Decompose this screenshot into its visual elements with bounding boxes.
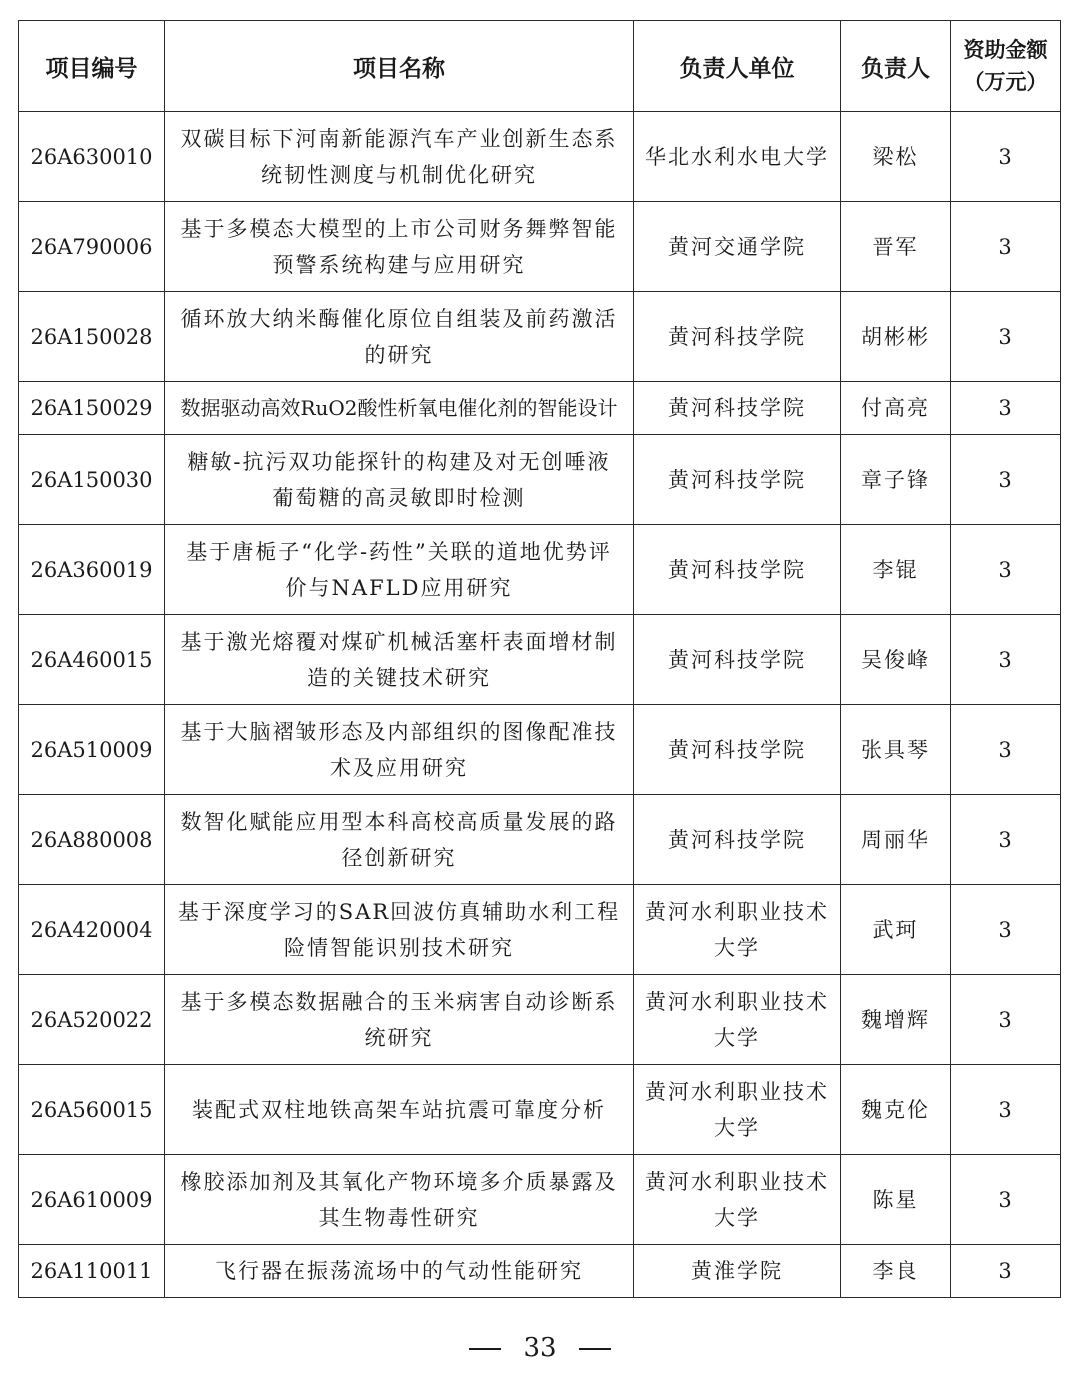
- funding-amount-cell: 3: [951, 705, 1061, 795]
- funding-amount-cell: 3: [951, 795, 1061, 885]
- funding-amount-cell: 3: [951, 1155, 1061, 1245]
- project-code-cell: 26A560015: [19, 1065, 165, 1155]
- page-number: [0, 1333, 1080, 1363]
- project-code-cell: 26A630010: [19, 112, 165, 202]
- funding-amount-cell: 3: [951, 1245, 1061, 1298]
- table-row: [19, 1065, 1061, 1155]
- project-name-cell: 基于多模态数据融合的玉米病害自动诊断系统研究: [165, 975, 634, 1065]
- responsible-unit-cell: 黄河科技学院: [634, 382, 841, 435]
- table-row: [19, 382, 1061, 435]
- funding-amount-cell: 3: [951, 202, 1061, 292]
- responsible-unit-cell: 华北水利水电大学: [634, 112, 841, 202]
- table-row: [19, 1245, 1061, 1298]
- header-responsible-unit: 负责人单位: [634, 21, 841, 112]
- table-row: [19, 435, 1061, 525]
- responsible-unit-cell: 黄河水利职业技术大学: [634, 1065, 841, 1155]
- project-name-cell: 糖敏-抗污双功能探针的构建及对无创唾液葡萄糖的高灵敏即时检测: [165, 435, 634, 525]
- table-header-row: [19, 21, 1061, 112]
- project-name-cell: 飞行器在振荡流场中的气动性能研究: [165, 1245, 634, 1298]
- funding-amount-cell: 3: [951, 615, 1061, 705]
- project-code-cell: 26A510009: [19, 705, 165, 795]
- project-leader-cell: 胡彬彬: [841, 292, 951, 382]
- project-leader-cell: 吴俊峰: [841, 615, 951, 705]
- project-code-cell: 26A460015: [19, 615, 165, 705]
- funding-amount-cell: 3: [951, 382, 1061, 435]
- project-leader-cell: 晋军: [841, 202, 951, 292]
- project-code-cell: 26A520022: [19, 975, 165, 1065]
- header-funding-amount: [951, 21, 1061, 112]
- page-number-right-dash: [579, 1348, 611, 1350]
- responsible-unit-cell: 黄河科技学院: [634, 615, 841, 705]
- project-code-cell: 26A420004: [19, 885, 165, 975]
- project-code-cell: 26A880008: [19, 795, 165, 885]
- funding-amount-cell: 3: [951, 1065, 1061, 1155]
- project-leader-cell: 周丽华: [841, 795, 951, 885]
- table-row: [19, 705, 1061, 795]
- project-code-cell: 26A110011: [19, 1245, 165, 1298]
- responsible-unit-cell: 黄河科技学院: [634, 292, 841, 382]
- responsible-unit-cell: 黄河科技学院: [634, 435, 841, 525]
- responsible-unit-cell: 黄河水利职业技术大学: [634, 975, 841, 1065]
- project-leader-cell: 李锟: [841, 525, 951, 615]
- responsible-unit-cell: 黄河科技学院: [634, 795, 841, 885]
- table-row: [19, 885, 1061, 975]
- page-number-left-dash: [469, 1348, 501, 1350]
- funding-amount-cell: 3: [951, 292, 1061, 382]
- project-name-cell: 基于激光熔覆对煤矿机械活塞杆表面增材制造的关键技术研究: [165, 615, 634, 705]
- project-name-cell: 基于深度学习的SAR回波仿真辅助水利工程险情智能识别技术研究: [165, 885, 634, 975]
- project-funding-table: [18, 20, 1061, 1298]
- project-leader-cell: 武珂: [841, 885, 951, 975]
- project-leader-cell: 张具琴: [841, 705, 951, 795]
- project-name-cell: 装配式双柱地铁高架车站抗震可靠度分析: [165, 1065, 634, 1155]
- project-leader-cell: 李良: [841, 1245, 951, 1298]
- header-funding-amount-line2: （万元）: [963, 70, 1048, 94]
- responsible-unit-cell: 黄河水利职业技术大学: [634, 885, 841, 975]
- project-name-cell: 双碳目标下河南新能源汽车产业创新生态系统韧性测度与机制优化研究: [165, 112, 634, 202]
- table-row: [19, 202, 1061, 292]
- table-row: [19, 795, 1061, 885]
- table-row: [19, 292, 1061, 382]
- table-row: [19, 112, 1061, 202]
- project-name-cell: 数据驱动高效RuO2酸性析氧电催化剂的智能设计: [165, 382, 634, 435]
- project-code-cell: 26A150028: [19, 292, 165, 382]
- project-leader-cell: 章子锋: [841, 435, 951, 525]
- header-project-name: 项目名称: [165, 21, 634, 112]
- funding-amount-cell: 3: [951, 975, 1061, 1065]
- responsible-unit-cell: 黄淮学院: [634, 1245, 841, 1298]
- table-row: [19, 525, 1061, 615]
- page-number-text: 33: [523, 1333, 557, 1363]
- header-project-code: 项目编号: [19, 21, 165, 112]
- table-row: [19, 615, 1061, 705]
- project-code-cell: 26A790006: [19, 202, 165, 292]
- project-code-cell: 26A610009: [19, 1155, 165, 1245]
- funding-amount-cell: 3: [951, 112, 1061, 202]
- project-name-cell: 循环放大纳米酶催化原位自组装及前药激活的研究: [165, 292, 634, 382]
- responsible-unit-cell: 黄河科技学院: [634, 705, 841, 795]
- project-name-cell: 基于大脑褶皱形态及内部组织的图像配准技术及应用研究: [165, 705, 634, 795]
- project-leader-cell: 陈星: [841, 1155, 951, 1245]
- project-leader-cell: 魏克伦: [841, 1065, 951, 1155]
- project-name-cell: 基于唐栀子“化学-药性”关联的道地优势评价与NAFLD应用研究: [165, 525, 634, 615]
- funding-amount-cell: 3: [951, 435, 1061, 525]
- project-code-cell: 26A360019: [19, 525, 165, 615]
- project-leader-cell: 梁松: [841, 112, 951, 202]
- responsible-unit-cell: 黄河水利职业技术大学: [634, 1155, 841, 1245]
- header-funding-amount-line1: 资助金额: [963, 38, 1048, 62]
- responsible-unit-cell: 黄河科技学院: [634, 525, 841, 615]
- table-row: [19, 975, 1061, 1065]
- funding-amount-cell: 3: [951, 885, 1061, 975]
- table-row: [19, 1155, 1061, 1245]
- header-project-leader: 负责人: [841, 21, 951, 112]
- funding-amount-cell: 3: [951, 525, 1061, 615]
- project-name-cell: 数智化赋能应用型本科高校高质量发展的路径创新研究: [165, 795, 634, 885]
- project-name-cell: 基于多模态大模型的上市公司财务舞弊智能预警系统构建与应用研究: [165, 202, 634, 292]
- project-leader-cell: 付高亮: [841, 382, 951, 435]
- project-code-cell: 26A150030: [19, 435, 165, 525]
- project-code-cell: 26A150029: [19, 382, 165, 435]
- project-leader-cell: 魏增辉: [841, 975, 951, 1065]
- responsible-unit-cell: 黄河交通学院: [634, 202, 841, 292]
- project-name-cell: 橡胶添加剂及其氧化产物环境多介质暴露及其生物毒性研究: [165, 1155, 634, 1245]
